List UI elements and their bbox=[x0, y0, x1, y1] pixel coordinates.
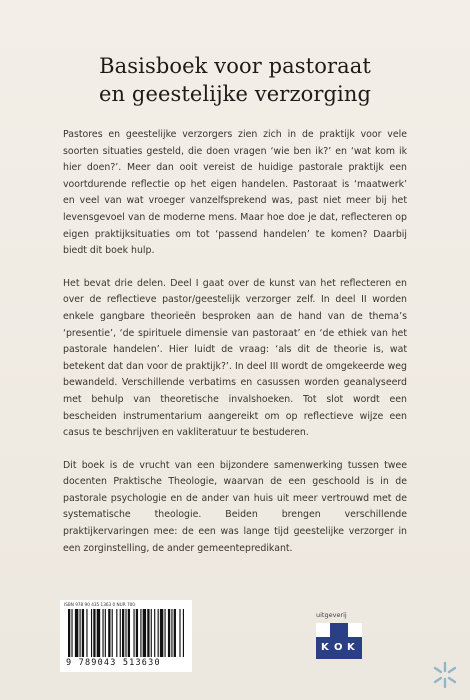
logo-letter-k2: K bbox=[347, 642, 355, 653]
logo-letter-k1: K bbox=[321, 642, 329, 653]
book-title bbox=[0, 52, 470, 108]
barcode-label bbox=[60, 600, 192, 672]
isbn-text: ISBN 978 90 435 1363 0 NUR 700 bbox=[64, 602, 135, 607]
publisher-block bbox=[316, 611, 368, 659]
blurb-paragraph-1: Pastores en geestelijke verzorgers zien zich in de praktijk voor vele soorten situaties gesteld, die doen vragen ‘wie ben ik?’ en ‘wat kom ik hier doen?’. Meer dan ooit vereist de huidige pastorale praktijk een voortdurende reflectie op het eigen handelen. Pastoraat is ‘maatwerk’ en veel van wat vroeger vanzelfsprekend was, past niet meer bij het levensgevoel van de moderne mens. Maar hoe doe je dat, reflecteren op eigen praktijksituaties om tot ‘passend handelen’ te komen? Daarbij biedt dit boek hulp. bbox=[63, 129, 407, 257]
blurb-paragraph-2: Het bevat drie delen. Deel I gaat over de kunst van het reflecteren en over de reflectieve pastor/geestelijk verzorger zelf. In deel II worden enkele gangbare theorieën besproken aan de hand van de thema’s ‘presentie’, ‘de spirituele dimensie van pastoraat’ en ‘de ethiek van het pastorale handelen’. Hier luidt de vraag: ‘als dit de theorie is, wat betekent dat dan voor de praktijk?’. In deel III wordt de omgekeerde weg bewandeld. Verschillende verbatims en casussen worden geanalyseerd met behulp van theoretische invalshoeken. Tot slot wordt een bescheiden instrumentarium aangereikt om op reflectieve wijze een casus te beschrijven en vakliteratuur te bestuderen. bbox=[63, 277, 407, 439]
book-title-line-1: Basisboek voor pastoraat bbox=[99, 54, 371, 78]
barcode-number: 9 789043 513630 bbox=[66, 658, 161, 668]
blurb-paragraph-3: Dit boek is de vrucht van een bijzondere samenwerking tussen twee docenten Praktische Theologie, waarvan de een geschoold is in de pastorale psychologie en de ander van huis uit meer vertrouwd met de systematische theologie. Beiden brengen verschillende praktijkervaringen mee: de een was lange tijd geestelijke verzorger in een zorginstelling, de ander gemeentepredikant. bbox=[63, 459, 407, 554]
book-title-line-2: en geestelijke verzorging bbox=[98, 82, 372, 106]
barcode-icon bbox=[68, 609, 184, 657]
publisher-label: uitgeverij bbox=[316, 611, 347, 619]
logo-letter-o: O bbox=[334, 642, 343, 653]
publisher-logo bbox=[316, 623, 362, 659]
decorative-cross-icon bbox=[430, 660, 460, 690]
blurb-text bbox=[63, 127, 407, 573]
